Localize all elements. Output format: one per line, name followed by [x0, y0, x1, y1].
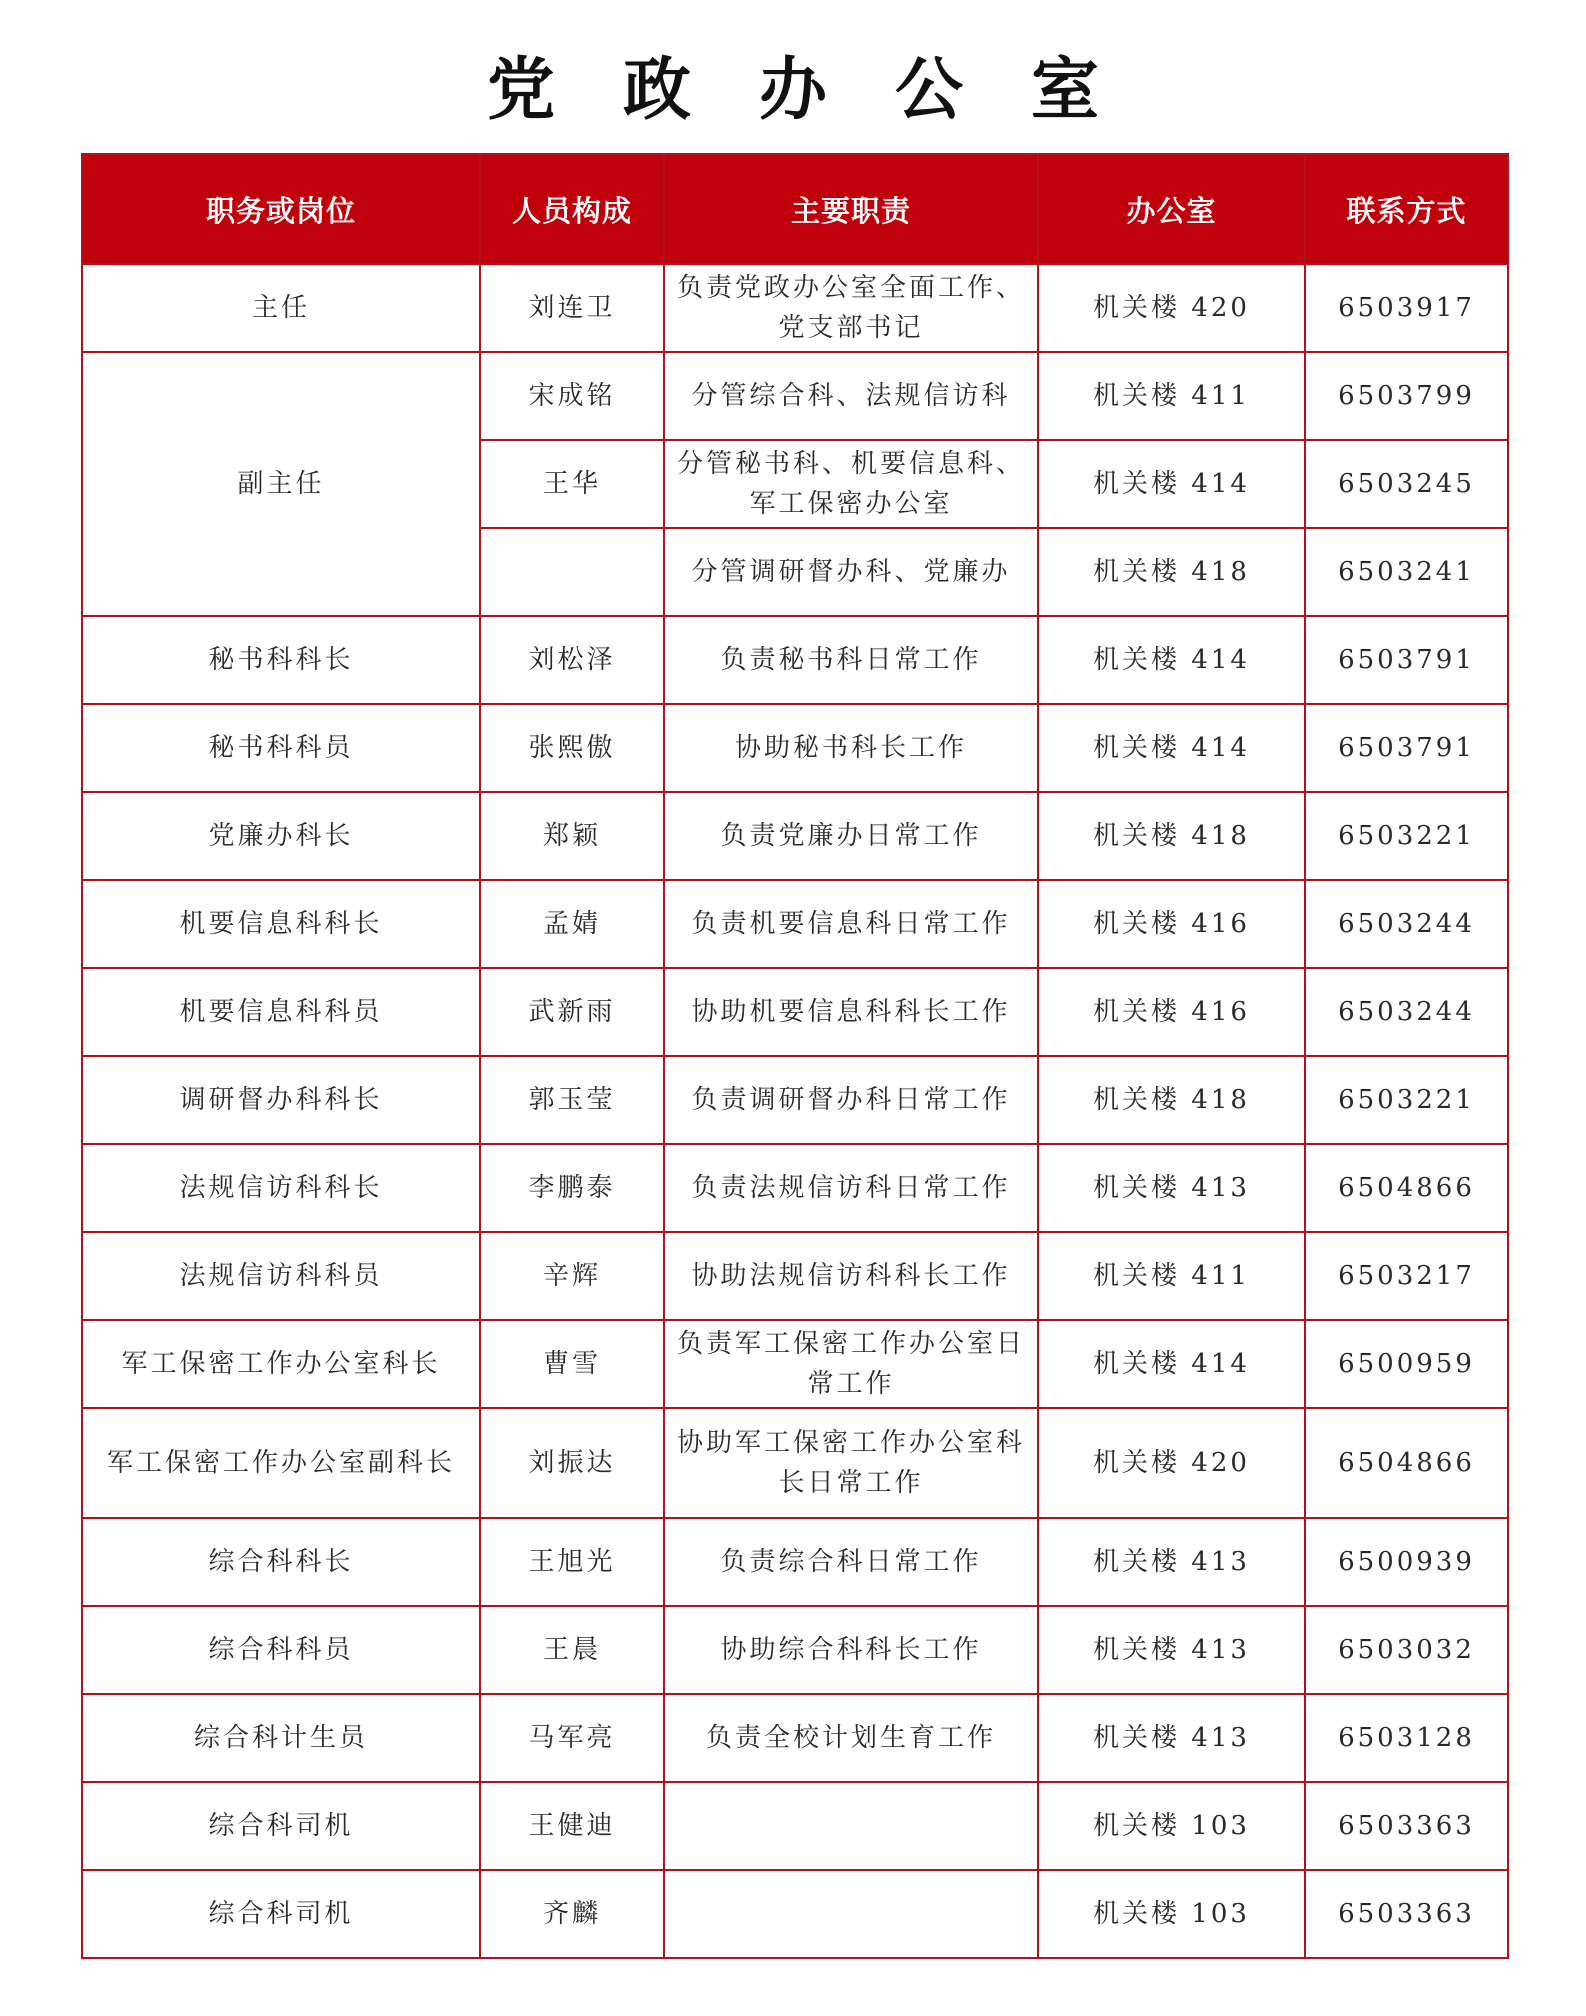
cell-duty: 协助法规信访科科长工作 [664, 1232, 1038, 1320]
cell-person: 宋成铭 [480, 352, 664, 440]
cell-office: 机关楼 416 [1038, 968, 1305, 1056]
cell-office: 机关楼 103 [1038, 1870, 1305, 1958]
table-row [82, 968, 1508, 1056]
cell-person: 李鹏泰 [480, 1144, 664, 1232]
table-row [82, 1144, 1508, 1232]
cell-office: 机关楼 413 [1038, 1518, 1305, 1606]
cell-person: 王旭光 [480, 1518, 664, 1606]
table-row [82, 1232, 1508, 1320]
title-char: 党 [486, 50, 555, 130]
cell-duty: 协助秘书科长工作 [664, 704, 1038, 792]
cell-duty: 负责法规信访科日常工作 [664, 1144, 1038, 1232]
table-row [82, 1408, 1508, 1518]
cell-position: 机要信息科科长 [82, 880, 480, 968]
cell-office: 机关楼 420 [1038, 1408, 1305, 1518]
cell-position: 军工保密工作办公室科长 [82, 1320, 480, 1408]
cell-duty: 负责党廉办日常工作 [664, 792, 1038, 880]
table-row [82, 704, 1508, 792]
cell-duty [664, 1782, 1038, 1870]
cell-person: 王晨 [480, 1606, 664, 1694]
cell-office: 机关楼 413 [1038, 1606, 1305, 1694]
cell-person: 武新雨 [480, 968, 664, 1056]
cell-position: 主任 [82, 264, 480, 352]
cell-phone: 6503217 [1305, 1232, 1508, 1320]
cell-position: 秘书科科长 [82, 616, 480, 704]
staff-table [81, 153, 1509, 1959]
table-row [82, 1694, 1508, 1782]
cell-office: 机关楼 418 [1038, 528, 1305, 616]
cell-person: 刘松泽 [480, 616, 664, 704]
header-office: 办公室 [1038, 154, 1305, 264]
cell-phone: 6503128 [1305, 1694, 1508, 1782]
table-row [82, 1870, 1508, 1958]
cell-duty [664, 1870, 1038, 1958]
cell-person: 辛辉 [480, 1232, 664, 1320]
cell-position: 综合科科长 [82, 1518, 480, 1606]
cell-duty: 负责军工保密工作办公室日常工作 [664, 1320, 1038, 1408]
table-header [82, 154, 1508, 264]
cell-office: 机关楼 420 [1038, 264, 1305, 352]
cell-phone: 6503241 [1305, 528, 1508, 616]
cell-person: 刘振达 [480, 1408, 664, 1518]
cell-duty: 协助综合科科长工作 [664, 1606, 1038, 1694]
cell-phone: 6503363 [1305, 1782, 1508, 1870]
cell-duty: 协助机要信息科科长工作 [664, 968, 1038, 1056]
cell-phone: 6503245 [1305, 440, 1508, 528]
cell-phone: 6503363 [1305, 1870, 1508, 1958]
cell-office: 机关楼 413 [1038, 1694, 1305, 1782]
cell-office: 机关楼 414 [1038, 440, 1305, 528]
cell-phone: 6504866 [1305, 1408, 1508, 1518]
cell-office: 机关楼 414 [1038, 704, 1305, 792]
header-duty: 主要职责 [664, 154, 1038, 264]
cell-duty: 分管调研督办科、党廉办 [664, 528, 1038, 616]
cell-position: 法规信访科科员 [82, 1232, 480, 1320]
cell-duty: 负责党政办公室全面工作、党支部书记 [664, 264, 1038, 352]
table-row [82, 1518, 1508, 1606]
table-row [82, 1056, 1508, 1144]
cell-duty: 负责综合科日常工作 [664, 1518, 1038, 1606]
cell-duty: 负责全校计划生育工作 [664, 1694, 1038, 1782]
table-row [82, 792, 1508, 880]
header-position: 职务或岗位 [82, 154, 480, 264]
cell-office: 机关楼 413 [1038, 1144, 1305, 1232]
cell-person: 孟婧 [480, 880, 664, 968]
cell-phone: 6503221 [1305, 1056, 1508, 1144]
cell-duty: 分管秘书科、机要信息科、军工保密办公室 [664, 440, 1038, 528]
cell-phone: 6503221 [1305, 792, 1508, 880]
cell-person: 郭玉莹 [480, 1056, 664, 1144]
cell-person: 王华 [480, 440, 664, 528]
cell-office: 机关楼 416 [1038, 880, 1305, 968]
cell-office: 机关楼 414 [1038, 1320, 1305, 1408]
table-row [82, 352, 1508, 440]
cell-phone: 6503791 [1305, 704, 1508, 792]
cell-duty: 负责秘书科日常工作 [664, 616, 1038, 704]
cell-phone: 6500959 [1305, 1320, 1508, 1408]
cell-person: 齐麟 [480, 1870, 664, 1958]
cell-office: 机关楼 103 [1038, 1782, 1305, 1870]
cell-phone: 6503791 [1305, 616, 1508, 704]
cell-office: 机关楼 411 [1038, 352, 1305, 440]
cell-position: 秘书科科员 [82, 704, 480, 792]
cell-office: 机关楼 414 [1038, 616, 1305, 704]
cell-position: 综合科计生员 [82, 1694, 480, 1782]
cell-phone: 6503032 [1305, 1606, 1508, 1694]
cell-phone: 6503799 [1305, 352, 1508, 440]
table-body [82, 264, 1508, 1958]
cell-duty: 协助军工保密工作办公室科长日常工作 [664, 1408, 1038, 1518]
cell-phone: 6503917 [1305, 264, 1508, 352]
cell-person: 王健迪 [480, 1782, 664, 1870]
cell-phone: 6503244 [1305, 880, 1508, 968]
cell-duty: 负责调研督办科日常工作 [664, 1056, 1038, 1144]
title-char: 政 [622, 50, 691, 130]
cell-person: 曹雪 [480, 1320, 664, 1408]
table-row [82, 1320, 1508, 1408]
cell-position: 机要信息科科员 [82, 968, 480, 1056]
table-row [82, 264, 1508, 352]
page-title [0, 42, 1586, 138]
table-row [82, 616, 1508, 704]
cell-position: 副主任 [82, 352, 480, 616]
cell-position: 综合科司机 [82, 1782, 480, 1870]
cell-person: 刘连卫 [480, 264, 664, 352]
cell-position: 综合科科员 [82, 1606, 480, 1694]
header-contact: 联系方式 [1305, 154, 1508, 264]
cell-phone: 6504866 [1305, 1144, 1508, 1232]
cell-duty: 分管综合科、法规信访科 [664, 352, 1038, 440]
cell-position: 党廉办科长 [82, 792, 480, 880]
table-row [82, 1606, 1508, 1694]
cell-person [480, 528, 664, 616]
cell-position: 军工保密工作办公室副科长 [82, 1408, 480, 1518]
header-people: 人员构成 [480, 154, 664, 264]
cell-office: 机关楼 418 [1038, 792, 1305, 880]
cell-person: 马军亮 [480, 1694, 664, 1782]
cell-duty: 负责机要信息科日常工作 [664, 880, 1038, 968]
table-row [82, 880, 1508, 968]
cell-person: 张熙傲 [480, 704, 664, 792]
table-row [82, 1782, 1508, 1870]
title-char: 办 [758, 50, 827, 130]
cell-position: 综合科司机 [82, 1870, 480, 1958]
cell-office: 机关楼 411 [1038, 1232, 1305, 1320]
cell-office: 机关楼 418 [1038, 1056, 1305, 1144]
cell-position: 调研督办科科长 [82, 1056, 480, 1144]
cell-phone: 6500939 [1305, 1518, 1508, 1606]
cell-phone: 6503244 [1305, 968, 1508, 1056]
title-char: 室 [1031, 50, 1100, 130]
cell-person: 郑颖 [480, 792, 664, 880]
title-char: 公 [895, 50, 964, 130]
cell-position: 法规信访科科长 [82, 1144, 480, 1232]
